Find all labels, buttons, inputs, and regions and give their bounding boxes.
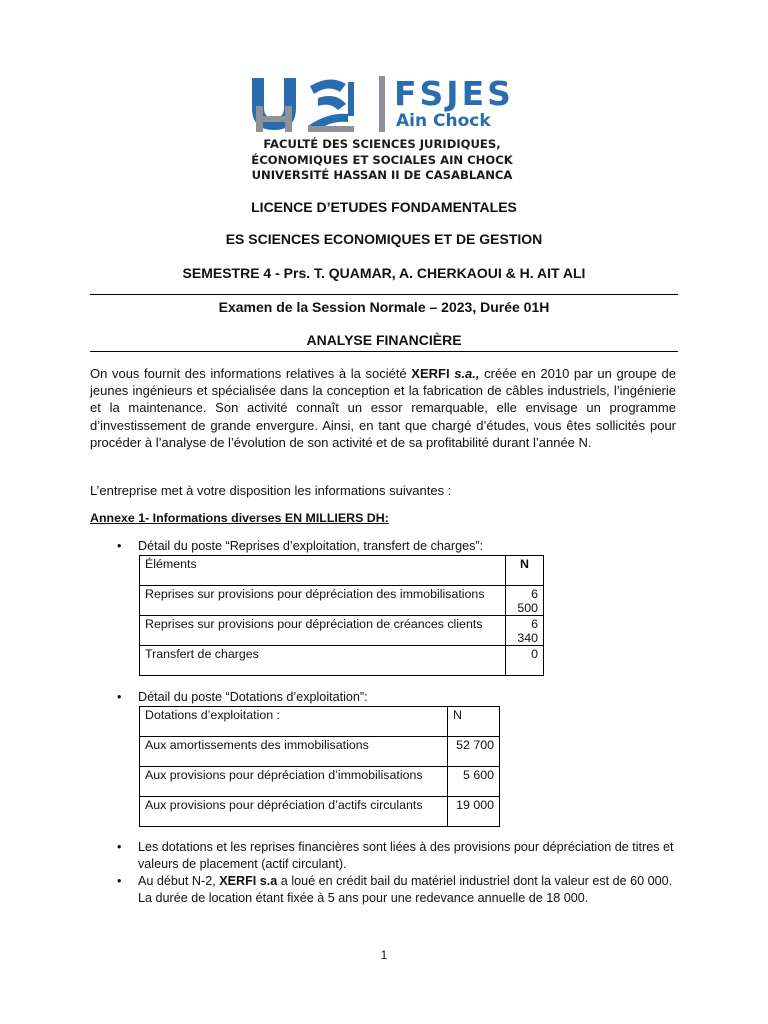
bullet-icon: • [117, 840, 122, 854]
company-name: XERFI s.a [219, 874, 278, 888]
table-cell-label: Reprises sur provisions pour dépréciation de créances clients [140, 616, 506, 646]
table-cell-value: 6 340 [506, 616, 544, 646]
faculty-line: UNIVERSITÉ HASSAN II DE CASABLANCA [251, 168, 513, 182]
table-cell-value: 52 700 [448, 737, 500, 767]
table-row [140, 586, 544, 616]
bullet-icon: • [117, 690, 122, 704]
bullet-icon: • [117, 874, 122, 888]
sciences-title: ES SCIENCES ECONOMIQUES ET DE GESTION [225, 231, 543, 247]
divider-bottom [90, 351, 678, 352]
note-provisions: Les dotations et les reprises financières sont liées à des provisions pour dépréciation de titres et valeurs de placement (actif circulant). [138, 840, 674, 871]
note-text-start: Au début N-2, [138, 874, 220, 888]
dotations-intro: Détail du poste “Dotations d’exploitation”: [138, 690, 368, 704]
note-text-end: a loué en crédit bail du matériel industriel dont la valeur est de 60 000. La durée de location étant fixée à 5 ans pour une redevance annuelle de 18 000. [138, 874, 673, 905]
matiere-title: ANALYSE FINANCIÈRE [306, 332, 462, 348]
intro-text-end: créée en 2010 par un groupe de jeunes ingénieurs et spécialisée dans la conception et la fabrication de câbles industriels, l’ingénierie et la maintenance. Son activité connaît un essor remarquable, elle envisage un programme d’investissement de grande envergure. Ainsi, en tant que chargé d’études, vous êtes sollicités pour procéder à l’analyse de l’évolution de son activité et de sa profitabilité durant l’année N. [90, 366, 677, 450]
table-cell-label: Aux provisions pour dépréciation d’immobilisations [140, 767, 448, 797]
table-header-cell: N [506, 556, 544, 586]
note-credit-bail [138, 873, 678, 907]
intro-paragraph-2: L’entreprise met à votre disposition les informations suivantes : [90, 483, 452, 498]
table-cell-value: 19 000 [448, 797, 500, 827]
reprises-intro: Détail du poste “Reprises d’exploitation, transfert de charges”: [138, 539, 484, 553]
company-name: XERFI [411, 366, 450, 381]
uh2-emblem-icon [248, 76, 374, 134]
table-header-row [140, 556, 544, 586]
table-cell-value: 0 [506, 646, 544, 676]
intro-paragraph [90, 365, 676, 451]
bullet-icon: • [117, 539, 122, 553]
semestre-title: SEMESTRE 4 - Prs. T. QUAMAR, A. CHERKAOUI & H. AIT ALI [182, 265, 586, 281]
table-row [140, 646, 544, 676]
table-header-cell: Dotations d’exploitation : [140, 707, 448, 737]
table-cell-label: Transfert de charges [140, 646, 506, 676]
logo-divider [379, 76, 385, 132]
table-row [140, 737, 500, 767]
page-number: 1 [380, 948, 388, 962]
logo-brand: FSJES [394, 74, 514, 113]
logo-text [394, 76, 514, 130]
table-header-row [140, 707, 500, 737]
table-cell-value: 5 600 [448, 767, 500, 797]
examen-title: Examen de la Session Normale – 2023, Durée 01H [218, 299, 550, 315]
table-cell-label: Reprises sur provisions pour dépréciation des immobilisations [140, 586, 506, 616]
divider-top [90, 294, 678, 295]
faculty-line: ÉCONOMIQUES ET SOCIALES AIN CHOCK [251, 152, 513, 167]
table-cell-value: 6 500 [506, 586, 544, 616]
company-suffix: s.a., [449, 366, 480, 381]
reprises-table [139, 555, 544, 676]
licence-title: LICENCE D’ETUDES FONDAMENTALES [251, 199, 517, 215]
table-header-cell: N [448, 707, 500, 737]
intro-text-start: On vous fournit des informations relatives à la société [90, 366, 412, 381]
logo-subbrand: Ain Chock [396, 111, 491, 131]
table-row [140, 616, 544, 646]
faculty-name [232, 137, 532, 184]
table-header-cell: Éléments [140, 556, 506, 586]
faculty-line: FACULTÉ DES SCIENCES JURIDIQUES, [263, 137, 501, 151]
table-cell-label: Aux amortissements des immobilisations [140, 737, 448, 767]
table-row [140, 797, 500, 827]
dotations-table [139, 706, 500, 827]
table-row [140, 767, 500, 797]
annexe-title: Annexe 1- Informations diverses EN MILLIERS DH: [90, 511, 389, 525]
table-cell-label: Aux provisions pour dépréciation d’actifs circulants [140, 797, 448, 827]
